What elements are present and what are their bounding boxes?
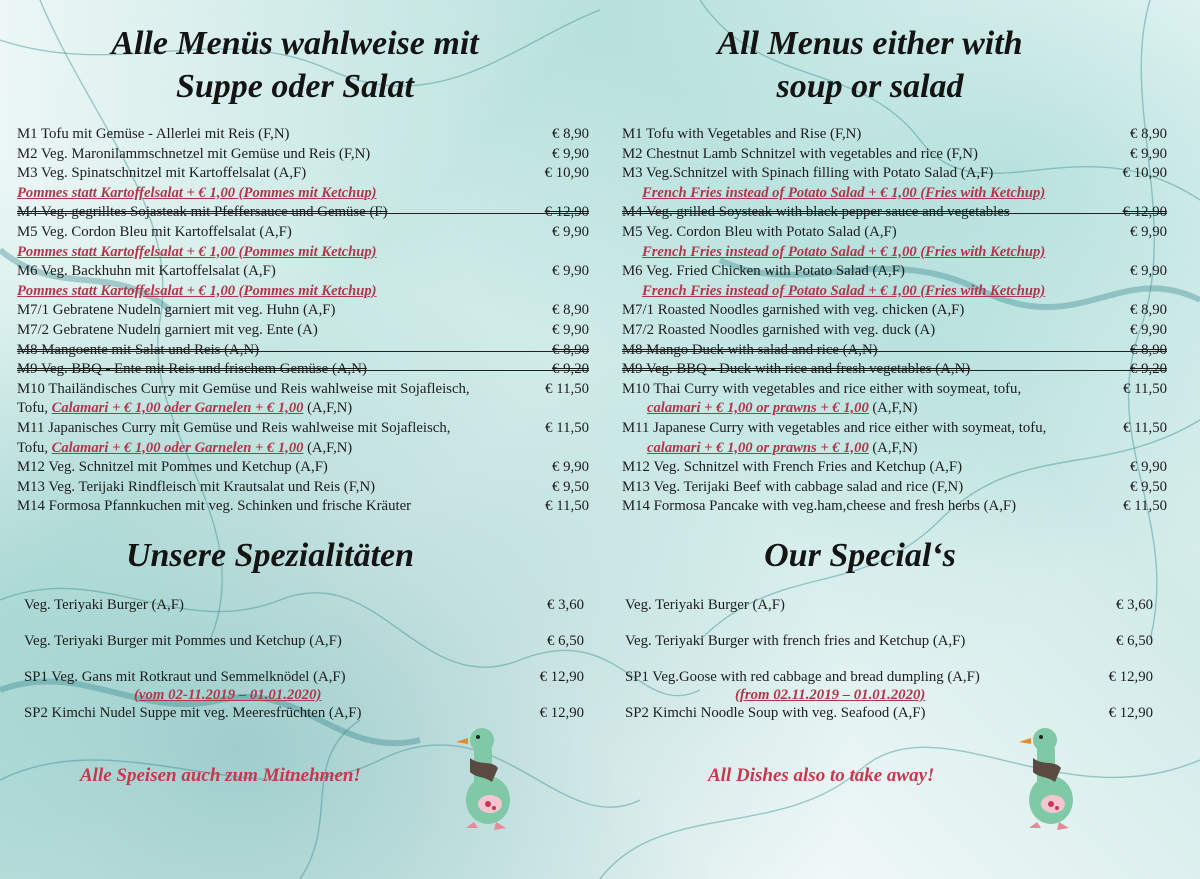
menu-row: [17, 380, 589, 400]
item-price: € 12,90: [544, 204, 589, 221]
menu-row: [17, 497, 589, 517]
item-extra: [17, 282, 377, 302]
item-name: M9 Veg. BBQ - Duck with rice and fresh vegetables (A,N): [622, 361, 971, 378]
surcharge-note: calamari + € 1,00 or prawns + € 1,00: [647, 400, 869, 417]
item-price: € 9,90: [552, 223, 589, 240]
menu-row: [622, 262, 1167, 282]
item-name: M6 Veg. Backhuhn mit Kartoffelsalat (A,F): [17, 263, 276, 280]
item-name: M13 Veg. Terijaki Rindfleisch mit Krautsalat und Reis (F,N): [17, 478, 376, 495]
item-price: € 3,60: [1116, 597, 1153, 613]
item-extra: [642, 184, 1045, 204]
item-name: M12 Veg. Schnitzel with French Fries and Ketchup (A,F): [622, 459, 963, 476]
menu-row: [622, 301, 1167, 321]
duck-mascot-icon: [452, 722, 522, 832]
item-price: € 12,90: [1122, 204, 1167, 221]
item-price: € 11,50: [1123, 498, 1167, 515]
menu-row: [17, 184, 589, 204]
menu-heading-line2: soup or salad: [776, 68, 964, 105]
menu-item-list: [17, 125, 589, 517]
item-name: M11 Japanisches Curry mit Gemüse und Reis wahlweise mit Sojafleisch,: [17, 419, 451, 436]
item-extra: [17, 439, 352, 459]
item-price: € 10,90: [1122, 165, 1167, 182]
item-name: SP2 Kimchi Nudel Suppe mit veg. Meeresfrüchten (A,F): [24, 705, 362, 721]
item-extra: [17, 399, 352, 419]
item-price: € 10,90: [544, 165, 589, 182]
menu-row: [17, 321, 589, 341]
item-price: € 12,90: [539, 669, 584, 685]
item-price: € 3,60: [547, 597, 584, 613]
special-row: [625, 632, 1153, 668]
item-name: M12 Veg. Schnitzel mit Pommes und Ketchup (A,F): [17, 459, 328, 476]
item-name: Veg. Teriyaki Burger with french fries and Ketchup (A,F): [625, 633, 966, 649]
takeaway-note: Alle Speisen auch zum Mitnehmen!: [80, 765, 361, 786]
item-price: € 12,90: [1108, 705, 1153, 721]
menu-row: [17, 203, 589, 223]
menu-heading-line1: Alle Menüs wahlweise mit: [111, 25, 479, 62]
item-price: € 9,90: [552, 321, 589, 338]
item-price: € 9,50: [1130, 478, 1167, 495]
surcharge-note: French Fries instead of Potato Salad + € 1,00 (Fries with Ketchup): [642, 243, 1046, 260]
menu-row: [17, 399, 589, 419]
item-name: M7/1 Gebratene Nudeln garniert mit veg. Huhn (A,F): [17, 302, 336, 319]
item-price: € 12,90: [1108, 669, 1153, 685]
item-name: M14 Formosa Pancake with veg.ham,cheese and fresh herbs (A,F): [622, 498, 1017, 515]
item-name: M1 Tofu with Vegetables and Rise (F,N): [622, 126, 862, 142]
specials-heading: Unsere Spezialitäten: [125, 537, 415, 574]
allergen-codes: (A,F,N): [868, 400, 918, 417]
item-name: M3 Veg.Schnitzel with Spinach filling with Potato Salad (A,F): [622, 165, 994, 182]
item-name: M7/1 Roasted Noodles garnished with veg. chicken (A,F): [622, 302, 965, 319]
surcharge-note: French Fries instead of Potato Salad + € 1,00 (Fries with Ketchup): [642, 282, 1046, 299]
item-name: SP1 Veg.Goose with red cabbage and bread dumpling (A,F): [625, 669, 980, 685]
item-price: € 11,50: [545, 498, 589, 515]
item-price: € 9,90: [552, 459, 589, 476]
special-row: [625, 596, 1153, 632]
allergen-codes: (A,F,N): [303, 400, 353, 417]
menu-row: [17, 360, 589, 380]
surcharge-note: Calamari + € 1,00 oder Garnelen + € 1,00: [51, 400, 304, 417]
menu-row: [17, 243, 589, 263]
item-price: € 8,90: [1130, 302, 1167, 319]
allergen-codes: (A,F,N): [303, 439, 353, 456]
item-extra-prefix: Tofu,: [17, 439, 52, 456]
surcharge-note: Pommes statt Kartoffelsalat + € 1,00 (Pommes mit Ketchup): [17, 184, 377, 201]
menu-heading-line1: All Menus either with: [717, 25, 1023, 62]
item-price: € 9,20: [552, 361, 589, 378]
surcharge-note: calamari + € 1,00 or prawns + € 1,00: [647, 439, 869, 456]
item-price: € 11,50: [1123, 419, 1167, 436]
item-name: M3 Veg. Spinatschnitzel mit Kartoffelsalat (A,F): [17, 165, 307, 182]
item-name: M9 Veg. BBQ - Ente mit Reis und frischem Gemüse (A,N): [17, 361, 367, 378]
item-extra: [642, 243, 1045, 263]
season-note: (from 02.11.2019 – 01.01.2020): [735, 687, 926, 703]
item-name: M14 Formosa Pfannkuchen mit veg. Schinken und frische Kräuter: [17, 498, 412, 515]
menu-row: [622, 184, 1167, 204]
takeaway-note: All Dishes also to take away!: [708, 765, 935, 786]
menu-row: [17, 478, 589, 498]
item-name: M5 Veg. Cordon Bleu with Potato Salad (A,F): [622, 223, 897, 240]
item-name: M6 Veg. Fried Chicken with Potato Salad (A,F): [622, 263, 905, 280]
surcharge-note: Calamari + € 1,00 oder Garnelen + € 1,00: [51, 439, 304, 456]
menu-row: [622, 282, 1167, 302]
menu-row: [17, 262, 589, 282]
item-price: € 9,50: [552, 478, 589, 495]
surcharge-note: Pommes statt Kartoffelsalat + € 1,00 (Pommes mit Ketchup): [17, 243, 377, 260]
item-price: € 11,50: [545, 380, 589, 397]
menu-row: [622, 125, 1167, 145]
menu-row: [622, 341, 1167, 361]
item-price: € 6,50: [1116, 633, 1153, 649]
surcharge-note: French Fries instead of Potato Salad + € 1,00 (Fries with Ketchup): [642, 184, 1046, 201]
item-price: € 9,90: [1130, 263, 1167, 280]
item-price: € 9,90: [1130, 223, 1167, 240]
item-extra: [17, 243, 377, 263]
item-name: M7/2 Roasted Noodles garnished with veg. duck (A): [622, 321, 936, 338]
menu-row: [622, 497, 1167, 517]
item-price: € 9,90: [1130, 145, 1167, 162]
special-row: [625, 686, 1153, 704]
item-name: M10 Thai Curry with vegetables and rice either with soymeat, tofu,: [622, 380, 1022, 397]
item-price: € 9,90: [1130, 459, 1167, 476]
menu-item-list: [622, 125, 1167, 517]
item-name: M4 Veg. grilled Soysteak with black pepper sauce and vegetables: [622, 204, 1010, 221]
menu-row: [17, 223, 589, 243]
item-name: SP1 Veg. Gans mit Rotkraut und Semmelknödel (A,F): [24, 669, 346, 685]
menu-heading-line2: Suppe oder Salat: [175, 68, 415, 105]
item-extra-prefix: Tofu,: [17, 400, 52, 417]
special-row: [24, 686, 584, 704]
item-price: € 8,90: [1130, 126, 1167, 142]
menu-row: [622, 439, 1167, 459]
item-name: M8 Mangoente mit Salat und Reis (A,N): [17, 341, 260, 358]
menu-row: [17, 419, 589, 439]
menu-row: [622, 360, 1167, 380]
item-name: M10 Thailändisches Curry mit Gemüse und Reis wahlweise mit Sojafleisch,: [17, 380, 470, 397]
specials-list: [625, 596, 1153, 740]
menu-row: [622, 399, 1167, 419]
menu-row: [622, 223, 1167, 243]
menu-row: [622, 203, 1167, 223]
item-price: € 9,20: [1130, 361, 1167, 378]
menu-row: [622, 380, 1167, 400]
item-name: Veg. Teriyaki Burger (A,F): [24, 597, 184, 613]
item-price: € 9,90: [552, 263, 589, 280]
duck-mascot-icon: [1015, 722, 1085, 832]
item-name: M1 Tofu mit Gemüse - Allerlei mit Reis (F,N): [17, 126, 290, 142]
menu-row: [17, 439, 589, 459]
item-price: € 9,90: [1130, 321, 1167, 338]
item-name: M2 Veg. Maronilammschnetzel mit Gemüse und Reis (F,N): [17, 145, 371, 162]
specials-heading: Our Special‘s: [764, 537, 956, 574]
menu-row: [17, 341, 589, 361]
specials-list: [24, 596, 584, 740]
item-name: M4 Veg. gegrilltes Sojasteak mit Pfeffersauce und Gemüse (F): [17, 204, 388, 221]
english-menu-column: [605, 0, 1195, 879]
menu-row: [17, 282, 589, 302]
item-price: € 6,50: [547, 633, 584, 649]
german-menu-column: [0, 0, 590, 879]
item-extra: [17, 184, 377, 204]
menu-row: [622, 321, 1167, 341]
menu-row: [622, 243, 1167, 263]
allergen-codes: (A,F,N): [868, 439, 918, 456]
item-extra: [642, 282, 1045, 302]
special-row: [24, 596, 584, 632]
item-name: M5 Veg. Cordon Bleu mit Kartoffelsalat (A,F): [17, 223, 292, 240]
item-name: M11 Japanese Curry with vegetables and rice either with soymeat, tofu,: [622, 419, 1047, 436]
item-price: € 12,90: [539, 705, 584, 721]
item-name: SP2 Kimchi Noodle Soup with veg. Seafood (A,F): [625, 705, 926, 721]
special-row: [24, 632, 584, 668]
surcharge-note: Pommes statt Kartoffelsalat + € 1,00 (Pommes mit Ketchup): [17, 282, 377, 299]
menu-row: [17, 125, 589, 145]
item-extra: [647, 439, 917, 459]
item-extra: [647, 399, 917, 419]
season-note: (vom 02-11.2019 – 01.01.2020): [134, 687, 322, 703]
menu-row: [17, 301, 589, 321]
item-price: € 8,90: [1130, 341, 1167, 358]
item-price: € 8,90: [552, 126, 589, 142]
item-name: Veg. Teriyaki Burger (A,F): [625, 597, 785, 613]
item-name: M8 Mango Duck with salad and rice (A,N): [622, 341, 878, 358]
menu-row: [622, 164, 1167, 184]
menu-row: [622, 458, 1167, 478]
menu-row: [622, 145, 1167, 165]
item-name: M13 Veg. Terijaki Beef with cabbage salad and rice (F,N): [622, 478, 964, 495]
menu-row: [17, 164, 589, 184]
menu-row: [17, 458, 589, 478]
menu-row: [622, 478, 1167, 498]
item-name: M2 Chestnut Lamb Schnitzel with vegetables and rice (F,N): [622, 145, 978, 162]
item-name: Veg. Teriyaki Burger mit Pommes und Ketchup (A,F): [24, 633, 342, 649]
item-price: € 9,90: [552, 145, 589, 162]
menu-row: [17, 145, 589, 165]
item-price: € 11,50: [545, 419, 589, 436]
menu-row: [622, 419, 1167, 439]
item-price: € 8,90: [552, 302, 589, 319]
item-price: € 11,50: [1123, 380, 1167, 397]
item-name: M7/2 Gebratene Nudeln garniert mit veg. Ente (A): [17, 321, 318, 338]
item-price: € 8,90: [552, 341, 589, 358]
